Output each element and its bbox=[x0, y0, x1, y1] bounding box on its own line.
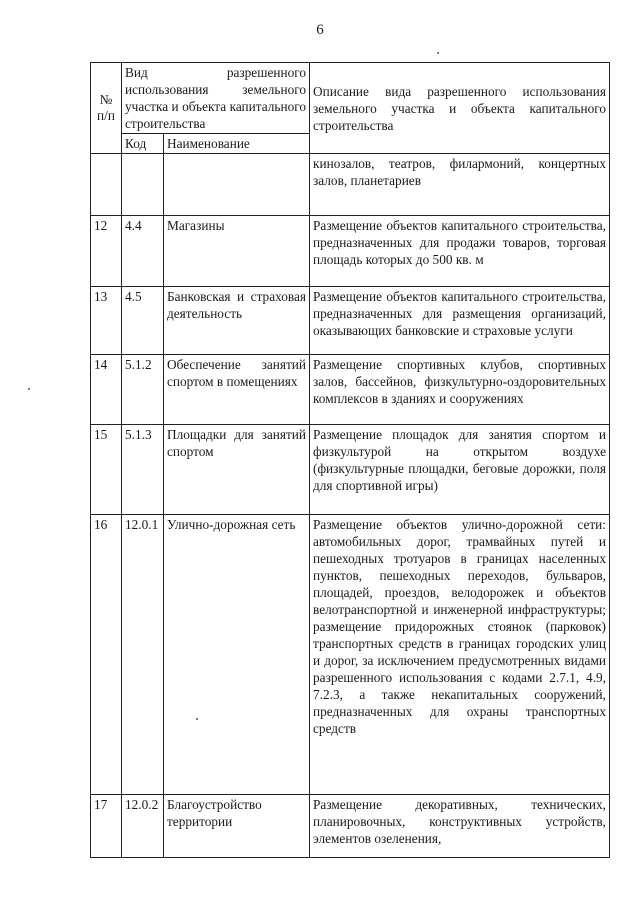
table-row bbox=[91, 795, 610, 858]
row-name bbox=[164, 154, 310, 216]
row-code: 4.4 bbox=[122, 216, 164, 287]
row-name: Банковская и страховая деятельность bbox=[164, 287, 310, 355]
row-code: 4.5 bbox=[122, 287, 164, 355]
header-row bbox=[91, 63, 610, 134]
row-code: 12.0.2 bbox=[122, 795, 164, 858]
row-name: Улично-дорожная сеть bbox=[164, 515, 310, 795]
row-number: 15 bbox=[91, 425, 122, 515]
row-name: Благоустройство территории bbox=[164, 795, 310, 858]
row-description: Размещение объектов капитального строительства, предназначенных для размещения организаций, оказывающих банковские и страховые услуги bbox=[310, 287, 610, 355]
header-name: Наименование bbox=[164, 134, 310, 154]
table-row bbox=[91, 287, 610, 355]
scan-speck bbox=[196, 718, 198, 720]
row-code: 5.1.2 bbox=[122, 355, 164, 425]
header-kind-group: Вид разрешенного использования земельного участка и объекта капитального строительства bbox=[122, 63, 310, 134]
table-row bbox=[91, 425, 610, 515]
land-use-table bbox=[90, 62, 610, 858]
table-row bbox=[91, 216, 610, 287]
row-number: 17 bbox=[91, 795, 122, 858]
header-description: Описание вида разрешенного использования земельного участка и объекта капитального строительства bbox=[310, 63, 610, 154]
row-number bbox=[91, 154, 122, 216]
header-number: № п/п bbox=[91, 63, 122, 154]
row-name: Магазины bbox=[164, 216, 310, 287]
scan-speck bbox=[28, 388, 30, 390]
row-description: Размещение спортивных клубов, спортивных залов, бассейнов, физкультурно-оздоровительных комплексов в зданиях и сооружениях bbox=[310, 355, 610, 425]
table-row bbox=[91, 154, 610, 216]
row-description: Размещение площадок для занятия спортом и физкультурой на открытом воздухе (физкультурные площадки, беговые дорожки, поля для спортивной игры) bbox=[310, 425, 610, 515]
row-description: Размещение декоративных, технических, планировочных, конструктивных устройств, элементов озеленения, bbox=[310, 795, 610, 858]
row-number: 12 bbox=[91, 216, 122, 287]
row-name: Площадки для занятий спортом bbox=[164, 425, 310, 515]
row-number: 14 bbox=[91, 355, 122, 425]
row-description: Размещение объектов капитального строительства, предназначенных для продажи товаров, торговая площадь которых до 500 кв. м bbox=[310, 216, 610, 287]
row-name: Обеспечение занятий спортом в помещениях bbox=[164, 355, 310, 425]
row-description: кинозалов, театров, филармоний, концертных залов, планетариев bbox=[310, 154, 610, 216]
row-code: 5.1.3 bbox=[122, 425, 164, 515]
row-number: 13 bbox=[91, 287, 122, 355]
row-description: Размещение объектов улично-дорожной сети: автомобильных дорог, трамвайных путей и пешеходных тротуаров в границах населенных пунктов, пешеходных переходов, бульваров, площадей, проездов, велодорожек и объектов велотранспортной и инженерной инфраструктуры; размещение придорожных стоянок (парковок) транспортных средств в границах городских улиц и дорог, за исключением предусмотренных видами разрешенного использования с кодами 2.7.1, 4.9, 7.2.3, а также некапитальных сооружений, предназначенных для охраны транспортных средств bbox=[310, 515, 610, 795]
row-code: 12.0.1 bbox=[122, 515, 164, 795]
page-number: 6 bbox=[316, 22, 324, 38]
table-row bbox=[91, 515, 610, 795]
table-row bbox=[91, 355, 610, 425]
row-number: 16 bbox=[91, 515, 122, 795]
scan-speck bbox=[437, 52, 439, 54]
row-code bbox=[122, 154, 164, 216]
header-code: Код bbox=[122, 134, 164, 154]
